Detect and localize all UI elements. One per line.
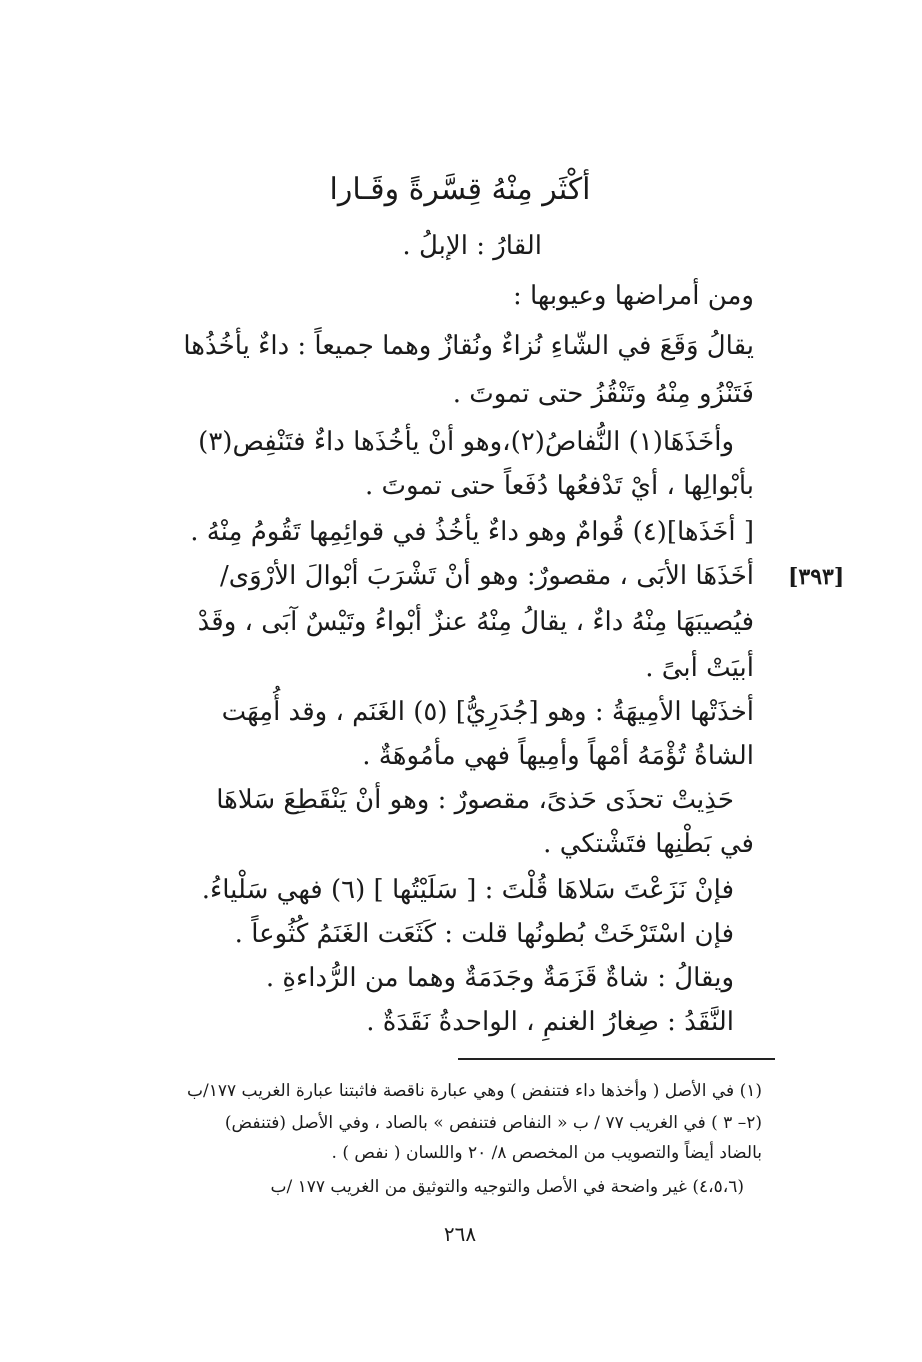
body-line: في بَطْنِها فتَشْتكي . <box>543 829 754 859</box>
page-number: ٢٦٨ <box>443 1222 477 1246</box>
footnote: (٢– ٣ ) في الغريب ٧٧ / ب « النفاص فتنفص » بالصاد ، وفي الأصل (فتنفض) <box>224 1113 762 1133</box>
footnote: بالضاد أيضاً والتصويب من المخصص ٨/ ٢٠ واللسان ( نفص ) . <box>331 1143 762 1163</box>
body-line: القارُ : الإبلُ . <box>402 231 542 261</box>
body-line: الشاةُ تُؤْمَهُ أمْهاً وأمِيهاً فهي مأمُوهَةٌ . <box>362 741 754 771</box>
body-line: أخذَتْها الأمِيهَةُ : وهو [جُدَرِيُّ] (٥) الغَنَم ، وقد أُمِهَت <box>221 697 754 727</box>
body-line: وأخَذَهَا(١) النُّفاصُ(٢)،وهو أنْ يأخُذَها داءٌ فتَنْفِص(٣) <box>198 427 734 457</box>
body-line: حَذِيتْ تحذَى حَذىً، مقصورٌ : وهو أنْ يَنْقَطِعَ سَلاهَا <box>216 785 734 815</box>
footnote: (٤،٥،٦) غير واضحة في الأصل والتوجيه والتوثيق من الغريب ١٧٧ /ب <box>270 1177 744 1197</box>
verse-heading: أكْثَر مِنْهُ قِسَّرةً وقَـارا <box>329 172 591 207</box>
body-line: النَّقَدُ : صِغارُ الغنمِ ، الواحدةُ نَقَدَةٌ . <box>366 1007 734 1037</box>
footnote-divider <box>458 1058 775 1060</box>
body-line: ويقالُ : شاةٌ قَزَمَةٌ وجَدَمَةٌ وهما من الرُّداءةِ . <box>265 963 734 993</box>
body-line: [ أخَذَها](٤) قُوامٌ وهو داءٌ يأخُذُ في قوائِمِها تَقُومُ مِنْهُ . <box>190 517 754 547</box>
body-line: ومن أمراضها وعيوبها : <box>512 281 754 311</box>
body-line: فإن اسْتَرْخَتْ بُطونُها قلت : كَثَعَت الغَنَمُ كُثُوعاً . <box>234 919 734 949</box>
body-line: فإنْ نَزَعْتَ سَلاهَا قُلْتَ : [ سَلَيْتُها ] (٦) فهي سَلْياءُ. <box>201 875 734 905</box>
margin-page-reference: [٣٩٣] <box>788 564 845 590</box>
body-line: فيُصيبَهَا مِنْهُ داءٌ ، يقالُ مِنْهُ عنزٌ أبْواءُ وتَيْسٌ آبَى ، وقَدْ <box>197 607 754 637</box>
body-line: أبيَتْ أبىً . <box>645 653 754 683</box>
body-line: أخَذَهَا الأبَى ، مقصورٌ: وهو أنْ تَشْرَبَ أبْوالَ الأرْوَى/ <box>220 561 754 591</box>
footnote: (١) في الأصل ( وأخذها داء فتنفض ) وهي عبارة ناقصة فاثبتنا عبارة الغريب ١٧٧/ب <box>187 1081 762 1101</box>
body-line: بأبْوالِها ، أيْ تَدْفعُها دُفَعاً حتى تموتَ . <box>365 471 754 501</box>
body-line: يقالُ وَقَعَ في الشّاءِ نُزاءٌ ونُقازٌ وهما جميعاً : داءٌ يأخُذُها <box>183 331 754 361</box>
body-line: فَتَنْزُو مِنْهُ وتَنْقُزُ حتى تموتَ . <box>452 379 754 409</box>
